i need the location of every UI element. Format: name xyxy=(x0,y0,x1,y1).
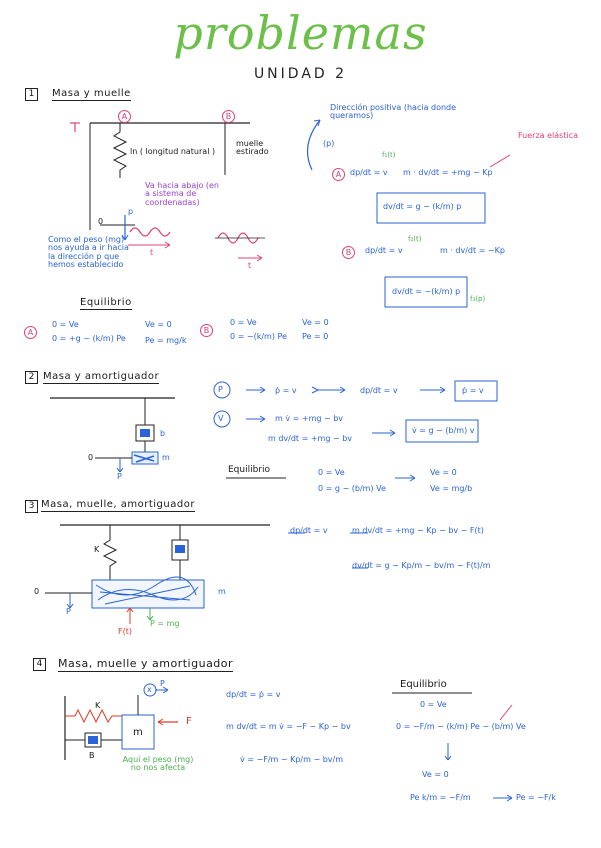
equilibrio-heading: Equilibrio xyxy=(228,465,271,475)
aqui-note: Aquí el peso (mg) no nos afecta xyxy=(122,755,194,773)
b-label: b xyxy=(160,429,166,438)
eq4-1: dp/dt = ṗ = v xyxy=(226,690,281,699)
b-label: B xyxy=(89,751,95,760)
f2-label: f₂(t) xyxy=(408,235,422,243)
eq-b1: dp/dt = v xyxy=(365,246,403,255)
k-label: K xyxy=(95,701,101,710)
eq-equil-b-r1: Ve = 0 xyxy=(302,318,329,327)
eq-a1: dp/dt = v xyxy=(350,168,388,177)
fuerza-label: Fuerza elástica xyxy=(518,131,578,140)
p-circle-label: P xyxy=(218,385,223,394)
eq3-2: m dv/dt = +mg − Kp − bv − F(t) xyxy=(352,526,484,535)
section-number: 4 xyxy=(33,658,46,671)
eq-equil-a-l1: 0 = Ve xyxy=(52,320,79,329)
zero-label: 0 xyxy=(34,587,40,596)
muelle-label: muelle estirado xyxy=(236,139,269,157)
m-label: m xyxy=(218,587,226,596)
eq3-3: dv/dt = g − Kp/m − bv/m − F(t)/m xyxy=(352,561,491,570)
x-label: x xyxy=(147,685,152,694)
m-label: m xyxy=(162,453,170,462)
eq-equil-a-l2: 0 = +g − (k/m) Pe xyxy=(52,334,126,343)
f-label: F(t) xyxy=(118,627,132,636)
eq2-r2: Ve = mg/b xyxy=(430,484,473,493)
p-label: P xyxy=(160,679,165,688)
eq2-r1: Ve = 0 xyxy=(430,468,457,477)
eq4-2: m dv/dt = m v̇ = −F − Kp − bv xyxy=(226,722,351,731)
section-number: 1 xyxy=(25,88,38,101)
zero-label: 0 xyxy=(98,217,104,226)
eq-equil-a-r1: Ve = 0 xyxy=(145,320,172,329)
f-label: F xyxy=(186,716,192,727)
p-label: P xyxy=(117,472,122,481)
m-label: m xyxy=(133,727,143,738)
p-label: p xyxy=(128,207,134,216)
p-label: P xyxy=(66,607,71,616)
eq-equil-b-l2: 0 = −(k/m) Pe xyxy=(230,332,287,341)
eq-equil-b-r2: Pe = 0 xyxy=(302,332,329,341)
label-a-circle: A xyxy=(24,326,37,339)
section-number: 2 xyxy=(25,371,38,384)
dir-label: Dirección positiva (hacia donde queramos) xyxy=(330,103,457,121)
k-label: K xyxy=(94,545,100,554)
zero-label: 0 xyxy=(88,453,94,462)
eq4-q4: Pe k/m = −F/m xyxy=(410,793,471,802)
eq4-q3: Ve = 0 xyxy=(422,770,449,779)
section-heading: Masa, muelle y amortiguador xyxy=(58,657,234,670)
eq2-1b: dp/dt = v xyxy=(360,386,398,395)
eq-b2: m · dv/dt = −Kp xyxy=(440,246,505,255)
f3-label: f₃(p) xyxy=(470,295,486,303)
ln-label: ln ( longitud natural ) xyxy=(130,147,216,156)
equilibrio-heading: Equilibrio xyxy=(400,679,447,690)
label-b-circle: B xyxy=(222,110,235,123)
eq-a2: m · dv/dt = +mg − Kp xyxy=(403,168,493,177)
p-circ-label: (p) xyxy=(323,139,335,148)
section-heading: Masa y amortiguador xyxy=(43,371,160,382)
v-circle-label: V xyxy=(218,414,224,423)
label-b-circle: B xyxy=(342,246,355,259)
t-label: t xyxy=(150,248,154,257)
eq2-3: m dv/dt = +mg − bv xyxy=(268,434,353,443)
eq-equil-a-r2: Pe = mg/k xyxy=(145,336,187,345)
va-hacia-label: Va hacia abajo (en a sistema de coordenadas) xyxy=(145,181,219,207)
como-note: Como el peso (mg) nos ayuda a ir hacia la dirección p que hemos establecido xyxy=(48,235,129,270)
dir-arrow xyxy=(308,120,321,170)
eq4-3: v̇ = −F/m − Kp/m − bv/m xyxy=(240,755,344,764)
spring-a xyxy=(114,123,126,178)
eq-equil-b-l1: 0 = Ve xyxy=(230,318,257,327)
eq4-q5: Pe = −F/k xyxy=(516,793,556,802)
f1-label: f₁(t) xyxy=(382,151,396,159)
section-heading: Masa, muelle, amortiguador xyxy=(41,499,195,510)
eq2-1: ṗ = v xyxy=(275,386,297,395)
eq-b3: dv/dt = −(k/m) p xyxy=(392,287,461,296)
label-a-circle: A xyxy=(118,110,131,123)
eq-a3: dv/dt = g − (k/m) p xyxy=(383,202,462,211)
eq2-q2: 0 = g − (b/m) Ve xyxy=(318,484,386,493)
label-a-circle: A xyxy=(332,168,345,181)
eq4-q2: 0 = −F/m − (k/m) Pe − (b/m) Ve xyxy=(396,722,526,731)
eq4-q1: 0 = Ve xyxy=(420,700,447,709)
page-title: problemas xyxy=(173,6,428,60)
eq3-1: dp/dt = v xyxy=(290,526,328,535)
p-mg-label: P = mg xyxy=(150,619,180,628)
page-subtitle: UNIDAD 2 xyxy=(253,66,348,82)
eq2-1c: ṗ = v xyxy=(462,386,484,395)
eq2-q1: 0 = Ve xyxy=(318,468,345,477)
eq2-3b: v̇ = g − (b/m) v xyxy=(412,426,475,435)
equilibrio-heading: Equilibrio xyxy=(80,297,132,308)
label-b-circle: B xyxy=(200,324,213,337)
section-number: 3 xyxy=(25,500,38,513)
t-label: t xyxy=(248,261,252,270)
section-heading: Masa y muelle xyxy=(52,88,131,99)
eq2-2: m v̇ = +mg − bv xyxy=(275,414,344,423)
wave-a xyxy=(130,228,170,236)
